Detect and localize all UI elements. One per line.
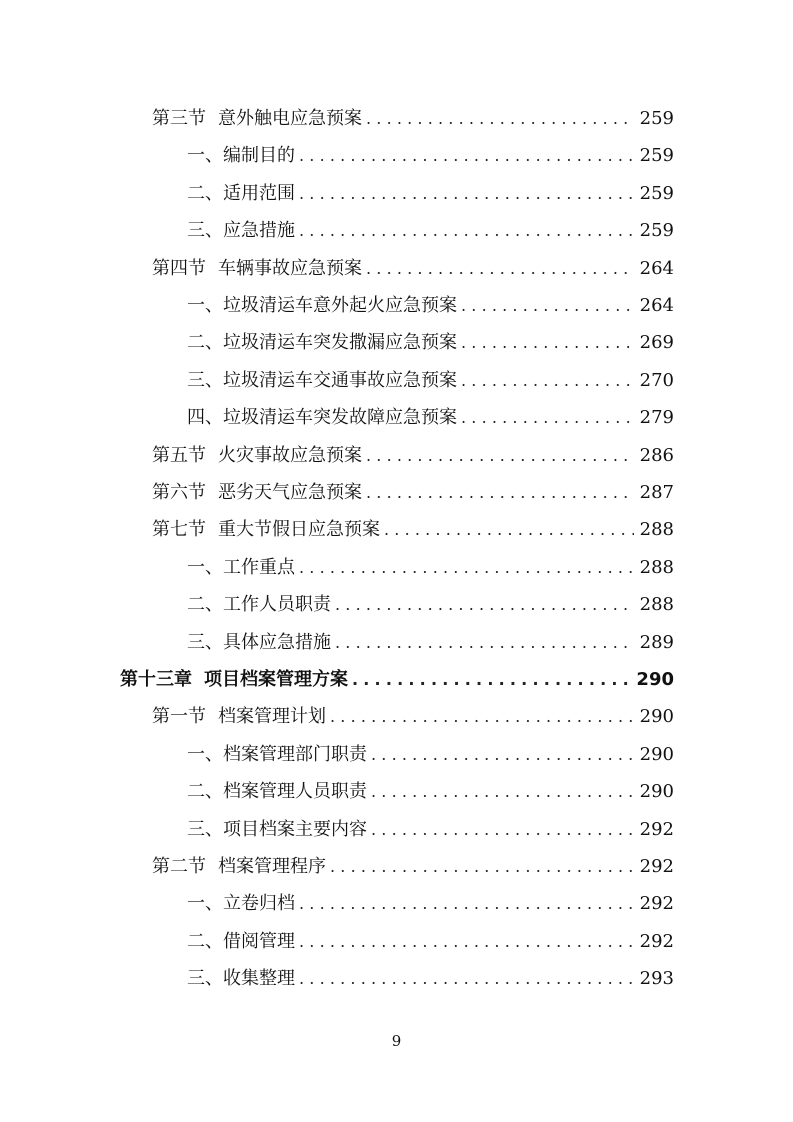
dot-leader [366,100,634,137]
dot-leader [299,549,634,586]
toc-entry-page: 290 [639,781,674,803]
toc-entry-title: 垃圾清运车突发故障应急预案 [223,407,457,429]
toc-entry-number: 一、 [187,743,223,765]
toc-entry-page: 290 [636,669,674,690]
toc-entry-number: 第二节 [152,856,206,877]
toc-entry-page: 264 [639,295,674,316]
toc-entry-page: 287 [639,482,674,503]
toc-section-entry[interactable] [152,437,674,474]
toc-entry-page: 292 [639,818,674,840]
toc-section-entry[interactable] [152,698,674,735]
dot-leader [371,773,634,810]
toc-entry-number: 一、 [187,556,223,578]
toc-entry-page: 290 [639,743,674,765]
toc-entry-title: 意外触电应急预案 [218,108,362,129]
toc-entry-number: 二、 [187,594,223,616]
toc-section-entry[interactable] [152,511,674,548]
toc-entry-page: 279 [639,407,674,429]
toc-entry-title: 应急措施 [223,220,295,242]
dot-leader [461,362,634,399]
toc-entry-page: 292 [639,893,674,915]
toc-subsection-entry[interactable] [187,736,674,773]
toc-entry-title: 车辆事故应急预案 [218,257,362,279]
toc-entry-title: 垃圾清运车意外起火应急预案 [223,295,457,316]
toc-chapter-entry[interactable] [120,661,674,698]
dot-leader [366,437,634,474]
toc-entry-number: 一、 [187,145,223,167]
toc-entry-title: 具体应急措施 [223,631,331,653]
toc-entry-title: 重大节假日应急预案 [218,519,380,541]
dot-leader [299,212,634,249]
dot-leader [352,661,630,698]
toc-entry-number: 第十三章 [120,669,192,690]
toc-entry-page: 290 [639,706,674,728]
toc-entry-title: 项目档案管理方案 [204,669,348,690]
toc-entry-page: 259 [639,108,674,129]
toc-entry-title: 火灾事故应急预案 [218,444,362,466]
toc-entry-page: 259 [639,182,674,204]
toc-subsection-entry[interactable] [187,960,674,997]
toc-entry-page: 286 [639,444,674,466]
toc-subsection-entry[interactable] [187,773,674,810]
toc-section-entry[interactable] [152,100,674,137]
toc-entry-number: 三、 [187,968,223,990]
toc-subsection-entry[interactable] [187,885,674,922]
dot-leader [299,885,634,922]
toc-entry-page: 259 [639,220,674,242]
toc-entry-number: 第四节 [152,257,206,279]
toc-subsection-entry[interactable] [187,399,674,436]
toc-entry-title: 适用范围 [223,182,295,204]
toc-entry-number: 三、 [187,818,223,840]
page-number: 9 [391,1032,402,1050]
dot-leader [384,511,634,548]
toc-entry-number: 二、 [187,781,223,803]
toc-entry-title: 恶劣天气应急预案 [218,482,362,503]
toc-entry-number: 三、 [187,220,223,242]
toc-entry-number: 一、 [187,295,223,316]
toc-subsection-entry[interactable] [187,324,674,361]
dot-leader [335,586,634,623]
toc-entry-number: 四、 [187,407,223,429]
toc-subsection-entry[interactable] [187,549,674,586]
toc-entry-number: 第一节 [152,706,206,728]
toc-entry-title: 档案管理部门职责 [223,743,367,765]
toc-entry-page: 270 [639,369,674,391]
toc-entry-title: 档案管理人员职责 [223,781,367,803]
toc-entry-page: 293 [639,968,674,990]
toc-entry-page: 289 [639,631,674,653]
toc-entry-title: 档案管理计划 [218,706,326,728]
toc-entry-page: 288 [639,556,674,578]
dot-leader [330,698,634,735]
toc-entry-title: 项目档案主要内容 [223,818,367,840]
toc-subsection-entry[interactable] [187,362,674,399]
toc-section-entry[interactable] [152,474,674,511]
toc-entry-title: 档案管理程序 [218,856,326,877]
toc-subsection-entry[interactable] [187,175,674,212]
toc-section-entry[interactable] [152,250,674,287]
dot-leader [335,624,634,661]
toc-entry-title: 编制目的 [223,145,295,167]
toc-subsection-entry[interactable] [187,287,674,324]
toc-subsection-entry[interactable] [187,212,674,249]
toc-entry-page: 292 [639,856,674,877]
toc-entry-page: 288 [639,594,674,616]
toc-entry-number: 二、 [187,182,223,204]
dot-leader [366,250,634,287]
toc-entry-title: 工作人员职责 [223,594,331,616]
dot-leader [371,811,634,848]
toc-entry-page: 264 [639,257,674,279]
dot-leader [299,137,634,174]
dot-leader [371,736,634,773]
toc-entry-page: 259 [639,145,674,167]
dot-leader [461,399,634,436]
toc-entry-page: 288 [639,519,674,541]
dot-leader [461,287,634,324]
toc-subsection-entry[interactable] [187,624,674,661]
toc-entry-page: 269 [639,332,674,354]
toc-entry-title: 工作重点 [223,556,295,578]
toc-entry-number: 第五节 [152,444,206,466]
toc-entry-page: 292 [639,930,674,952]
toc-entry-number: 一、 [187,893,223,915]
toc-entry-number: 第三节 [152,108,206,129]
toc-entry-number: 第六节 [152,482,206,503]
toc-subsection-entry[interactable] [187,811,674,848]
dot-leader [299,175,634,212]
toc-entry-title: 收集整理 [223,968,295,990]
toc-subsection-entry[interactable] [187,586,674,623]
toc-entry-title: 借阅管理 [223,930,295,952]
dot-leader [461,324,634,361]
toc-entry-number: 三、 [187,369,223,391]
dot-leader [299,923,634,960]
toc-entry-title: 立卷归档 [223,893,295,915]
dot-leader [299,960,634,997]
dot-leader [366,474,634,511]
toc-subsection-entry[interactable] [187,923,674,960]
toc-subsection-entry[interactable] [187,137,674,174]
toc-entry-title: 垃圾清运车突发撒漏应急预案 [223,332,457,354]
toc-entry-number: 第七节 [152,519,206,541]
dot-leader [330,848,634,885]
toc-entry-number: 三、 [187,631,223,653]
toc-entry-title: 垃圾清运车交通事故应急预案 [223,369,457,391]
toc-section-entry[interactable] [152,848,674,885]
toc-entry-number: 二、 [187,930,223,952]
toc-entry-number: 二、 [187,332,223,354]
